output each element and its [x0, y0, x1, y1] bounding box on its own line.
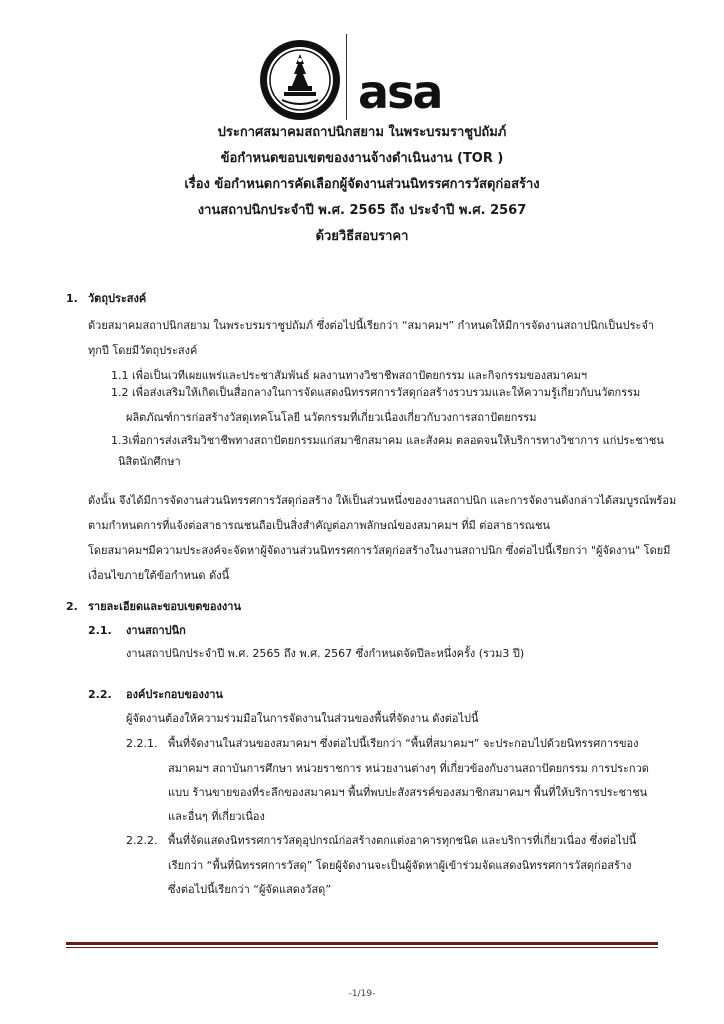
- section-1-paragraph-line: ดังนั้น จึงได้มีการจัดงานส่วนนิทรรศการวัสดุก่อสร้าง ให้เป็นส่วนหนึ่งของงานสถาปนิก และการจัดงานดังกล่าวได้สมบูรณ์พร้อม: [88, 494, 677, 507]
- section-1-paragraph-line: ตามกำหนดการที่แจ้งต่อสาธารณชนถือเป็นสิ่งสำคัญต่อภาพลักษณ์ของสมาคมฯ ที่มี ต่อสาธารณชน: [88, 519, 550, 532]
- item-2-2-1-line: แบบ ร้านขายของที่ระลึกของสมาคมฯ พื้นที่พบปะสังสรรค์ของสมาชิกสมาคมฯ พื้นที่ให้บริการประชาชน: [168, 786, 648, 799]
- subsection-2-1-text: งานสถาปนิกประจำปี พ.ศ. 2565 ถึง พ.ศ. 2567 ซึ่งกำหนดจัดปีละหนึ่งครั้ง (รวม3 ปี): [126, 647, 525, 660]
- section-2-number: 2.: [66, 600, 78, 613]
- section-1-number: 1.: [66, 292, 78, 305]
- title-line: ข้อกำหนดขอบเขตของงานจ้างดำเนินงาน (TOR ): [220, 151, 504, 166]
- item-2-2-1-number: 2.2.1.: [126, 737, 158, 750]
- objective-item: 1.3เพื่อการส่งเสริมวิชาชีพทางสถาปัตยกรรมแก่สมาชิกสมาคม และสังคม ตลอดจนให้บริการทางวิชาการ แก่ประชาชน: [111, 434, 664, 447]
- section-1-intro-line: ทุกปี โดยมีวัตถุประสงค์: [88, 344, 198, 357]
- page-number: -1/19-: [348, 989, 376, 999]
- item-2-2-2-number: 2.2.2.: [126, 834, 158, 847]
- objective-item-continued: นิสิตนักศึกษา: [118, 455, 181, 468]
- objective-item: 1.1 เพื่อเป็นเวทีเผยแพร่และประชาสัมพันธ์ ผลงานทางวิชาชีพสถาปัตยกรรม และกิจกรรมของสมาคมฯ: [111, 369, 588, 382]
- item-2-2-2-line: ซึ่งต่อไปนี้เรียกว่า “ผู้จัดแสดงวัสดุ”: [168, 883, 332, 896]
- section-1-intro-line: ด้วยสมาคมสถาปนิกสยาม ในพระบรมราชูปถัมภ์ ซึ่งต่อไปนี้เรียกว่า “สมาคมฯ” กำหนดให้มีการจัดงานสถาปนิกเป็นประจำ: [88, 319, 655, 332]
- document-title-block: [0, 120, 724, 250]
- subsection-2-1-heading: งานสถาปนิก: [126, 624, 186, 637]
- footer-rule-thin: [66, 947, 658, 948]
- title-line: ประกาศสมาคมสถาปนิกสยาม ในพระบรมราชูปถัมภ์: [217, 125, 507, 140]
- subsection-2-2-heading: องค์ประกอบของงาน: [126, 688, 223, 701]
- subsection-2-2-number: 2.2.: [88, 688, 112, 701]
- logo-divider: [346, 34, 347, 120]
- title-line: ด้วยวิธีสอบราคา: [315, 229, 409, 244]
- subsection-2-2-text: ผู้จัดงานต้องให้ความร่วมมือในการจัดงานในส่วนของพื้นที่จัดงาน ดังต่อไปนี้: [126, 712, 479, 725]
- objective-item-continued: ผลิตภัณฑ์การก่อสร้างวัสดุเทคโนโลยี นวัตกรรมที่เกี่ยวเนื่องเกี่ยวกับวงการสถาปัตยกรรม: [126, 411, 537, 424]
- item-2-2-1-line: และอื่นๆ ที่เกี่ยวเนื่อง: [168, 810, 265, 823]
- item-2-2-2-line: พื้นที่จัดแสดงนิทรรศการวัสดุอุปกรณ์ก่อสร้างตกแต่งอาคารทุกชนิด และบริการที่เกี่ยวเนื่อง ซึ่งต่อไปนี้: [168, 834, 637, 847]
- section-2-heading: รายละเอียดและขอบเขตของงาน: [88, 600, 241, 613]
- footer-rule: [66, 942, 658, 945]
- item-2-2-2-line: เรียกว่า “พื้นที่นิทรรศการวัสดุ” โดยผู้จัดงานจะเป็นผู้จัดหาผู้เข้าร่วมจัดแสดงนิทรรศการวัสดุก่อสร้าง: [168, 859, 632, 872]
- brand-text: asa: [358, 70, 442, 114]
- subsection-2-1-number: 2.1.: [88, 624, 112, 637]
- section-1-paragraph-line: เงื่อนไขภายใต้ข้อกำหนด ดังนี้: [88, 569, 230, 582]
- objective-item: 1.2 เพื่อส่งเสริมให้เกิดเป็นสื่อกลางในการจัดแสดงนิทรรศการวัสดุก่อสร้างรวบรวมและให้ความรู้เกี่ยวกับนวัตกรรม: [111, 386, 641, 399]
- item-2-2-1-line: สมาคมฯ สถาบันการศึกษา หน่วยราชการ หน่วยงานต่างๆ ที่เกี่ยวข้องกับงานสถาปัตยกรรม การประกวด: [168, 762, 649, 775]
- title-line: งานสถาปนิกประจำปี พ.ศ. 2565 ถึง ประจำปี พ.ศ. 2567: [197, 203, 527, 218]
- association-seal-icon: [258, 38, 342, 122]
- section-1-paragraph-line: โดยสมาคมฯมีความประสงค์จะจัดหาผู้จัดงานส่วนนิทรรศการวัสดุก่อสร้างในงานสถาปนิก ซึ่งต่อไปนี้เรียกว่า "ผู้จัดงาน" โดยมี: [88, 544, 671, 557]
- section-1-heading: วัตถุประสงค์: [88, 292, 147, 305]
- item-2-2-1-line: พื้นที่จัดงานในส่วนของสมาคมฯ ซึ่งต่อไปนี้เรียกว่า “พื้นที่สมาคมฯ” จะประกอบไปด้วยนิทรรศการของ: [168, 737, 639, 750]
- header-logos: [0, 30, 724, 124]
- asa-logo-icon: [358, 70, 468, 114]
- title-line: เรื่อง ข้อกำหนดการคัดเลือกผู้จัดงานส่วนนิทรรศการวัสดุก่อสร้าง: [184, 177, 540, 192]
